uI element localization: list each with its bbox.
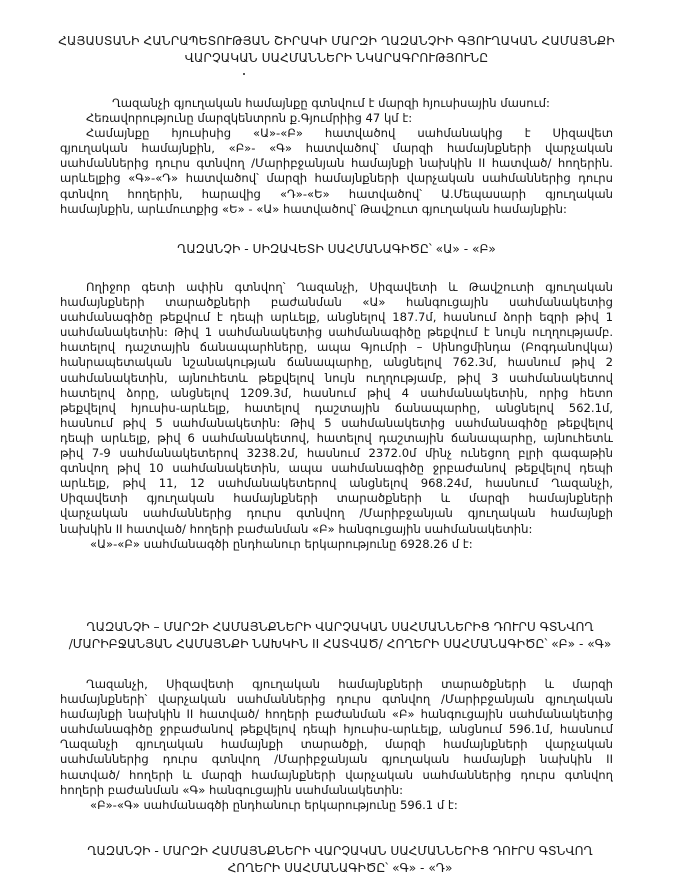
section-ab-line: արևելք, թիվ 11, 12 սահմանակետերով անցնելով 968.24մ, հասնում Ղազանչի,: [60, 476, 613, 491]
document-title: [20, 33, 653, 67]
section-bg-line: Ղազանչի գյուղական համայնքի տարածքի, մարզի համայնքների վարչական: [60, 737, 613, 752]
section-ab-line: նախկին II հատված/ հողերի բաժանման «Բ» հանգուցային սահմանակետին:: [60, 521, 533, 536]
intro-line: սահմաններից դուրս գտնվող /Մարիբջանյան համայնքի նախկին II հատված/ հողերին.: [60, 156, 613, 171]
intro-line: Ղազանչի գյուղական համայնքը գտնվում է մարզի հյուսիսային մասում:: [112, 96, 550, 110]
section-ab-line: թիվ 7-9 սահմանակետերով 3238.2մ, հասնում 2372.0մ մինչ ունեցող բլրի գագաթին: [60, 446, 613, 461]
section-ab-line: հասնում թիվ 5 սահմանակետին: Թիվ 5 սահմանակետից սահմանագիծը թեքվելով: [60, 415, 613, 430]
intro-line: Հեռավորությունը մարզկենտրոն ք.Գյումրիից 47 կմ է:: [86, 111, 413, 126]
section-ab-line: թեքվելով հյուսիս-արևելք, հատելով դաշտային ճանապարհը, անցնելով 562.1մ,: [60, 400, 613, 415]
section-ab-paragraph: [60, 280, 613, 552]
section-ab-line: վարչական սահմաններից դուրս գտնվող /Մարիբջանյան գյուղական համայնքի: [60, 506, 613, 521]
section-ab-line: համայնքների տարածքների բաժանման «Ա» հանգուցային սահմանակետից: [60, 295, 613, 310]
intro-line: արևելքից «Գ»-«Դ» հատվածով՝ մարզի համայնքների վարչական սահմաններից դուրս: [60, 171, 613, 186]
section-ab-line: հատելով դաշտային ճանապարհները, ապա Գյումրի – Սինոցմինդա (Բոգդանովկա): [60, 340, 613, 355]
section-bg-line: Ղազանչի, Սիզավետի գյուղական համայնքների տարածքների և մարզի: [86, 677, 613, 691]
section-bg-line: հողերի բաժանման «Գ» հանգուցային սահմանակետին:: [60, 782, 403, 797]
section-ab-line: հանրապետական նշանակության ճանապարհը, անցնելով 762.3մ, հասնում թիվ 2: [60, 355, 613, 370]
section-gd-heading: [40, 843, 640, 877]
section-ab-total: «Ա»-«Բ» սահմանագծի ընդհանուր երկարությունը 6928.26 մ է:: [90, 536, 473, 551]
scan-speck: [243, 73, 245, 75]
section-ab-line: սահմանագիծը թեքվում է դեպի արևելք, անցնելով 187.7մ, հասնում ձորի եզրի թիվ 1: [60, 310, 613, 325]
section-bg-line: համայնքների՝ վարչական սահմաններից դուրս գտնվող /Մարիբջանյան գյուղական: [60, 692, 613, 707]
section-gd-heading-line-1: ՂԱԶԱՆՉԻ - ՄԱՐԶԻ ՀԱՄԱՅՆՔՆԵՐԻ ՎԱՐՉԱԿԱՆ ՍԱՀՄԱՆՆԵՐԻՑ ԴՈՒՐՍ ԳՏՆՎՈՂ: [87, 844, 593, 858]
section-bg-heading-line-1: ՂԱԶԱՆՉԻ – ՄԱՐԶԻ ՀԱՄԱՅՆՔՆԵՐԻ ՎԱՐՉԱԿԱՆ ՍԱՀՄԱՆՆԵՐԻՑ ԴՈՒՐՍ ԳՏՆՎՈՂ: [86, 620, 594, 634]
section-bg-paragraph: [60, 677, 613, 813]
section-bg-heading: [40, 619, 640, 653]
intro-line: Համայնքը հյուսիսից «Ա»-«Բ» հատվածով սահմանակից է Սիզավետ: [86, 126, 613, 141]
section-ab-line: հատելով ձորը, անցնելով 1209.3մ, հասնում թիվ 4 սահմանակետին, որից հետո: [60, 385, 613, 400]
section-bg-line: հատված/ հողերի և մարզի համայնքների վարչական սահմաններից դուրս գտնվող: [60, 767, 613, 782]
title-line-1: ՀԱՅԱՍՏԱՆԻ ՀԱՆՐԱՊԵՏՈՒԹՅԱՆ ՇԻՐԱԿԻ ՄԱՐԶԻ ՂԱԶԱՆՉԻԻ ԳՅՈՒՂԱԿԱՆ ՀԱՄԱՅՆՔԻ: [58, 34, 615, 48]
section-ab-line: սահմանակետին, այնուհետև թեքվելով նույն ուղղությամբ, թիվ 3 սահմանակետով: [60, 370, 613, 385]
section-bg-line: համայնքի նախկին II հատված/ հողերի բաժանման «Բ» հանգուցային սահմանակետից: [60, 707, 613, 722]
section-bg-total: «Բ»-«Գ» սահմանագծի ընդհանուր երկարությունը 596.1 մ է:: [90, 797, 458, 812]
intro-line: համայնքին, արևմուտքից «Ե» - «Ա» հատվածով՝ Թավշուտ գյուղական համայնքին:: [60, 201, 567, 216]
intro-paragraph: [60, 96, 613, 217]
intro-line: գյուղական համայնքին, «Բ»- «Գ» հատվածով՝ մարզի համայնքների վարչական: [60, 141, 613, 156]
section-ab-line: դեպի արևելք, թիվ 6 սահմանակետով, հատելով դաշտային ճանապարհը, այնուհետև: [60, 430, 613, 445]
section-ab-line: Սիզավետի գյուղական համայնքների տարածքների և մարզի համայնքների: [60, 491, 613, 506]
section-ab-line: գտնվող թիվ 10 սահմանակետին, ապա սահմանագիծը ջրբաժանով թեքվելով դեպի: [60, 461, 613, 476]
section-ab-line: Ողիջոր գետի ափին գտնվող՝ Ղազանչի, Սիզավետի և Թավշուտի գյուղական: [86, 280, 613, 294]
intro-line: գտնվող հողերին, հարավից «Դ»-«Ե» հատվածով՝ Ա.Մեպասարի գյուղական: [60, 186, 613, 201]
section-bg-line: սահմանագիծը ջրբաժանով թեքվելով դեպի հյուսիս-արևելք, անցնում 596.1մ, հասնում: [60, 722, 613, 737]
section-ab-heading: ՂԱԶԱՆՉԻ - ՍԻԶԱՎԵՏԻ ՍԱՀՄԱՆԱԳԻԾԸ՝ «Ա» - «Բ»: [177, 242, 496, 256]
section-bg-line: սահմաններից դուրս գտնվող /Մարիբջանյան գյուղական համայնքի նախկին II: [60, 752, 613, 767]
title-line-2: ՎԱՐՉԱԿԱՆ ՍԱՀՄԱՆՆԵՐԻ ՆԿԱՐԱԳՐՈՒԹՅՈՒՆԸ: [184, 51, 489, 65]
section-gd-heading-line-2: ՀՈՂԵՐԻ ՍԱՀՄԱՆԱԳԻԾԸ՝ «Գ» - «Դ»: [227, 861, 453, 875]
section-ab-line: սահմանակետին: Թիվ 1 սահմանակետից սահմանագիծը թեքվում է նույն ուղղությամբ.: [60, 325, 613, 340]
section-bg-heading-line-2: /ՄԱՐԻԲՋԱՆՅԱՆ ՀԱՄԱՅՆՔԻ ՆԱԽԿԻՆ II ՀԱՏՎԱԾ/ ՀՈՂԵՐԻ ՍԱՀՄԱՆԱԳԻԾԸ՝ «Բ» - «Գ»: [68, 637, 612, 651]
